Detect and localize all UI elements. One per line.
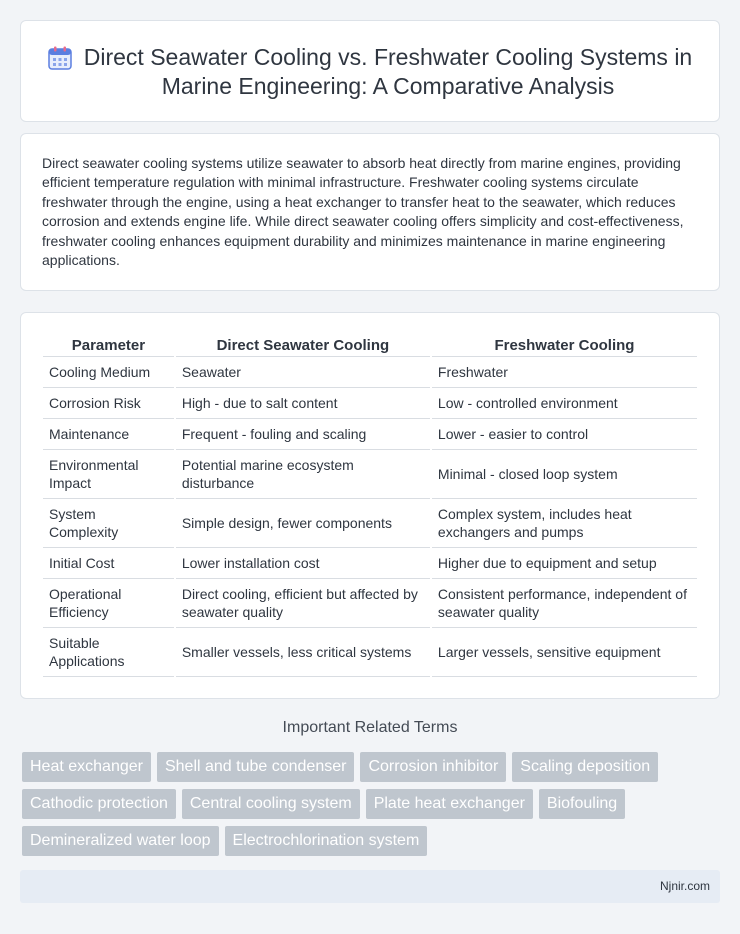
table-row bbox=[43, 579, 697, 628]
comparison-table bbox=[41, 333, 699, 677]
cell-seawater: Frequent - fouling and scaling bbox=[176, 419, 430, 450]
cell-parameter: Cooling Medium bbox=[43, 357, 174, 388]
cell-seawater: Simple design, fewer components bbox=[176, 499, 430, 548]
term-tag[interactable]: Biofouling bbox=[539, 789, 625, 819]
table-row bbox=[43, 450, 697, 499]
table-row bbox=[43, 628, 697, 677]
cell-parameter: System Complexity bbox=[43, 499, 174, 548]
cell-freshwater: Freshwater bbox=[432, 357, 697, 388]
term-tag[interactable]: Heat exchanger bbox=[22, 752, 151, 782]
related-terms-list bbox=[22, 752, 722, 856]
cell-parameter: Corrosion Risk bbox=[43, 388, 174, 419]
cell-seawater: Seawater bbox=[176, 357, 430, 388]
cell-parameter: Maintenance bbox=[43, 419, 174, 450]
cell-parameter: Suitable Applications bbox=[43, 628, 174, 677]
header-parameter: Parameter bbox=[43, 333, 174, 357]
cell-freshwater: Consistent performance, independent of seawater quality bbox=[432, 579, 697, 628]
header-freshwater: Freshwater Cooling bbox=[432, 333, 697, 357]
intro-paragraph: Direct seawater cooling systems utilize seawater to absorb heat directly from marine engines, providing efficient temperature regulation with minimal infrastructure. Freshwater cooling systems circulate freshwater through the engine, using a heat exchanger to transfer heat to the seawater, which reduces corrosion and extends engine life. While direct seawater cooling offers simplicity and cost-effectiveness, freshwater cooling enhances equipment durability and minimizes maintenance in marine engineering applications. bbox=[42, 155, 684, 269]
intro-card bbox=[20, 133, 720, 291]
cell-seawater: Smaller vessels, less critical systems bbox=[176, 628, 430, 677]
calendar-icon bbox=[47, 45, 73, 71]
cell-freshwater: Lower - easier to control bbox=[432, 419, 697, 450]
cell-seawater: Direct cooling, efficient but affected by seawater quality bbox=[176, 579, 430, 628]
table-row bbox=[43, 548, 697, 579]
title-card bbox=[20, 20, 720, 122]
term-tag[interactable]: Central cooling system bbox=[182, 789, 360, 819]
cell-freshwater: Low - controlled environment bbox=[432, 388, 697, 419]
related-terms-heading: Important Related Terms bbox=[282, 719, 458, 736]
cell-freshwater: Complex system, includes heat exchangers and pumps bbox=[432, 499, 697, 548]
term-tag[interactable]: Plate heat exchanger bbox=[366, 789, 533, 819]
term-tag[interactable]: Scaling deposition bbox=[512, 752, 658, 782]
cell-seawater: Potential marine ecosystem disturbance bbox=[176, 450, 430, 499]
term-tag[interactable]: Demineralized water loop bbox=[22, 826, 219, 856]
cell-freshwater: Larger vessels, sensitive equipment bbox=[432, 628, 697, 677]
term-tag[interactable]: Cathodic protection bbox=[22, 789, 176, 819]
footer bbox=[20, 870, 720, 903]
footer-site-link[interactable]: Njnir.com bbox=[659, 879, 710, 893]
table-row bbox=[43, 357, 697, 388]
cell-freshwater: Higher due to equipment and setup bbox=[432, 548, 697, 579]
cell-parameter: Operational Efficiency bbox=[43, 579, 174, 628]
table-row bbox=[43, 388, 697, 419]
comparison-table-card bbox=[20, 312, 720, 699]
table-header-row bbox=[43, 333, 697, 357]
term-tag[interactable]: Electrochlorination system bbox=[225, 826, 428, 856]
cell-parameter: Environmental Impact bbox=[43, 450, 174, 499]
page-title: Direct Seawater Cooling vs. Freshwater Cooling Systems in Marine Engineering: A Comparative Analysis bbox=[83, 44, 693, 99]
cell-parameter: Initial Cost bbox=[43, 548, 174, 579]
term-tag[interactable]: Corrosion inhibitor bbox=[360, 752, 506, 782]
cell-seawater: Lower installation cost bbox=[176, 548, 430, 579]
term-tag[interactable]: Shell and tube condenser bbox=[157, 752, 354, 782]
table-row bbox=[43, 419, 697, 450]
cell-freshwater: Minimal - closed loop system bbox=[432, 450, 697, 499]
cell-seawater: High - due to salt content bbox=[176, 388, 430, 419]
table-row bbox=[43, 499, 697, 548]
header-direct-seawater: Direct Seawater Cooling bbox=[176, 333, 430, 357]
